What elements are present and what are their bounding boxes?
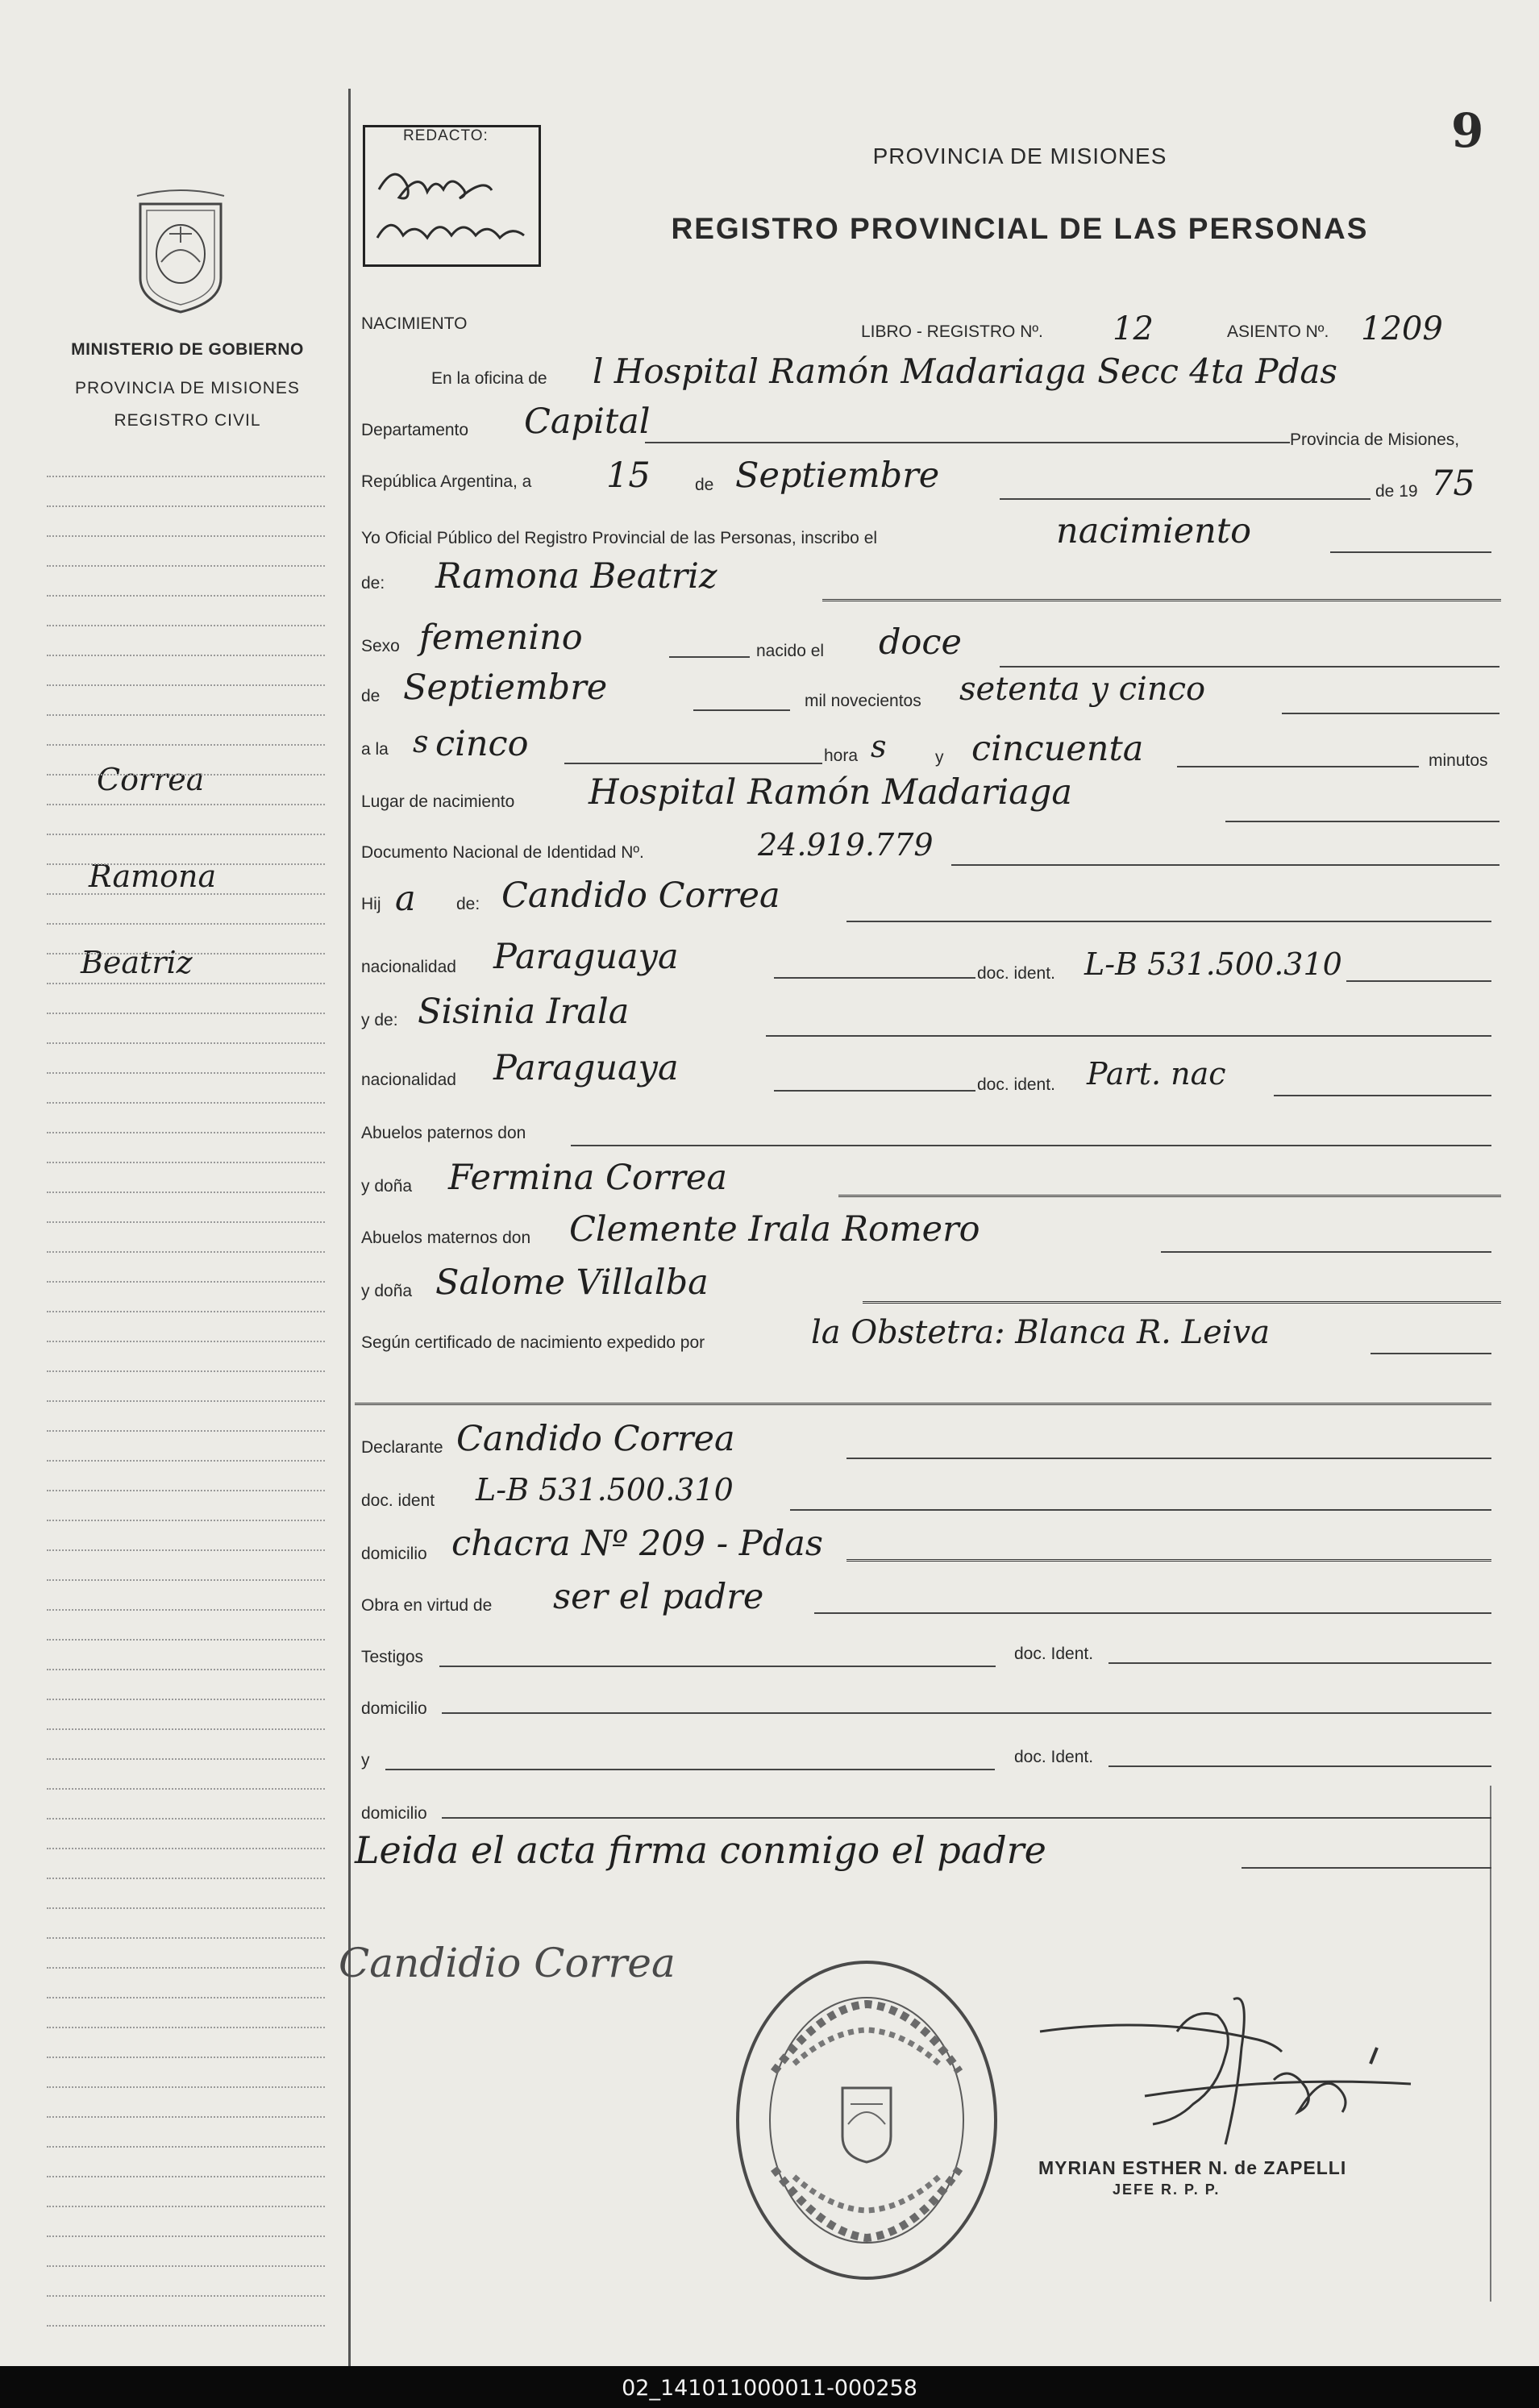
ydona1-label: y doña <box>361 1177 413 1196</box>
libro-value: 12 <box>1113 310 1154 347</box>
domicilio-label: domicilio <box>361 1545 427 1563</box>
y2-doc-label: doc. Ident. <box>1014 1748 1094 1766</box>
margin-rule <box>348 89 351 2378</box>
margin-dotted-line <box>47 1311 325 1312</box>
doc1-value: L-B 531.500.310 <box>1084 946 1342 982</box>
margin-dotted-line <box>47 2027 325 2028</box>
margin-dotted-line <box>47 1758 325 1760</box>
abpat-label: Abuelos paternos don <box>361 1124 526 1142</box>
margin-dotted-line <box>47 2265 325 2267</box>
cert-line-2 <box>355 1403 1491 1405</box>
abmat-value: Clemente Irala Romero <box>569 1209 980 1250</box>
obra-value: ser el padre <box>553 1577 764 1617</box>
yde-label: y de: <box>361 1011 398 1029</box>
margin-dotted-line <box>47 863 325 865</box>
y-label: y <box>935 748 944 767</box>
y2-label: y <box>361 1751 370 1770</box>
margin-dotted-line <box>47 774 325 776</box>
ydona1-value: Fermina Correa <box>448 1158 727 1198</box>
margin-dotted-line <box>47 1788 325 1790</box>
inscribo-value: nacimiento <box>1056 511 1252 551</box>
sexo-label: Sexo <box>361 637 400 655</box>
domicilio3-line <box>442 1817 1491 1819</box>
margin-dotted-line <box>47 804 325 805</box>
hour-line <box>564 763 822 764</box>
margin-dotted-line <box>47 953 325 954</box>
y2-doc-line <box>1108 1765 1491 1767</box>
ydona2-value: Salome Villalba <box>435 1262 709 1303</box>
ala-label: a la <box>361 740 389 759</box>
margin-dotted-line <box>47 1042 325 1044</box>
margin-dotted-line <box>47 655 325 656</box>
cert-label: Según certificado de nacimiento expedido por <box>361 1333 705 1352</box>
redacto-label: REDACTO: <box>403 127 489 144</box>
nac2-line <box>774 1090 975 1092</box>
nacido-line <box>1000 666 1499 668</box>
right-border-rule <box>1490 1786 1491 2302</box>
domicilio-line <box>846 1559 1491 1562</box>
year-words-line <box>1282 713 1499 714</box>
margin-dotted-line <box>47 684 325 686</box>
margin-dotted-line <box>47 595 325 597</box>
sexo-value: femenino <box>419 618 583 658</box>
ydona2-line <box>863 1301 1501 1304</box>
hij-suffix: a <box>395 879 416 919</box>
oficina-value: l Hospital Ramón Madariaga Secc 4ta Pdas <box>593 351 1337 391</box>
horas-label: hora <box>824 747 859 765</box>
inscribo-line <box>1330 551 1491 553</box>
closing-statement: Leida el acta firma conmigo el padre <box>355 1828 1046 1872</box>
day-value: 15 <box>606 455 651 496</box>
lugar-line <box>1225 821 1499 822</box>
margin-dotted-line <box>47 1639 325 1641</box>
month-line <box>1000 498 1371 500</box>
page-number: 9 <box>1451 103 1484 158</box>
docident-value: L-B 531.500.310 <box>476 1472 734 1508</box>
registry-stamp <box>726 1951 1008 2289</box>
minutes-value: cincuenta <box>971 729 1144 769</box>
name-value: Ramona Beatriz <box>435 556 718 597</box>
de-year-label: de 19 <box>1375 482 1418 501</box>
father-value: Candido Correa <box>501 875 780 916</box>
declarant-signature: Candidio Correa <box>339 1940 676 1986</box>
mother-line <box>766 1035 1491 1037</box>
left-office: REGISTRO CIVIL <box>114 411 261 430</box>
margin-dotted-line <box>47 1400 325 1402</box>
dni-label: Documento Nacional de Identidad Nº. <box>361 843 644 862</box>
margin-dotted-line <box>47 1221 325 1223</box>
docident-line <box>790 1509 1491 1511</box>
margin-surname: Correa <box>97 762 205 797</box>
official-title: JEFE R. P. P. <box>1113 2181 1221 2198</box>
abmat-line <box>1161 1251 1491 1253</box>
domicilio3-label: domicilio <box>361 1804 427 1823</box>
doc2-line <box>1274 1095 1491 1096</box>
footer-image-id: 02_141011000011-000258 <box>622 2376 917 2401</box>
docident-label: doc. ident <box>361 1491 435 1510</box>
nac2-label: nacionalidad <box>361 1071 456 1089</box>
cert-line <box>1371 1353 1491 1354</box>
margin-name-2: Beatriz <box>81 945 193 980</box>
nac1-value: Paraguaya <box>493 937 679 977</box>
sexo-line <box>669 656 750 658</box>
margin-dotted-line <box>47 1251 325 1253</box>
nac2-value: Paraguaya <box>493 1048 679 1088</box>
mother-value: Sisinia Irala <box>418 992 630 1032</box>
margin-dotted-line <box>47 1192 325 1193</box>
testigos-doc-label: doc. Ident. <box>1014 1645 1094 1663</box>
header-registry: REGISTRO PROVINCIAL DE LAS PERSONAS <box>671 212 1369 245</box>
margin-dotted-line <box>47 1699 325 1700</box>
obra-label: Obra en virtud de <box>361 1596 493 1615</box>
header-province: PROVINCIA DE MISIONES <box>872 143 1167 168</box>
margin-dotted-line <box>47 1490 325 1491</box>
father-line <box>846 921 1491 922</box>
margin-dotted-line <box>47 2116 325 2118</box>
lugar-label: Lugar de nacimiento <box>361 792 515 811</box>
de-label: de <box>695 476 714 494</box>
month2-value: Septiembre <box>403 668 608 708</box>
margin-dotted-line <box>47 2086 325 2088</box>
nac1-label: nacionalidad <box>361 958 456 976</box>
dni-line <box>951 864 1499 866</box>
margin-dotted-line <box>47 834 325 835</box>
nac1-line <box>774 977 975 979</box>
closing-line <box>1242 1867 1491 1869</box>
margin-dotted-line <box>47 714 325 716</box>
ydona2-label: y doña <box>361 1282 413 1300</box>
year-words-value: setenta y cinco <box>959 671 1206 708</box>
declarante-label: Declarante <box>361 1438 443 1457</box>
provincia-label: Provincia de Misiones, <box>1290 430 1460 449</box>
nacido-label: nacido el <box>756 642 825 660</box>
margin-dotted-line <box>47 1430 325 1432</box>
oficial-label: Yo Oficial Público del Registro Provincial de las Personas, inscribo el <box>361 529 878 547</box>
month2-line <box>693 709 790 711</box>
declarante-value: Candido Correa <box>456 1419 735 1459</box>
margin-dotted-line <box>47 476 325 477</box>
libro-label: LIBRO - REGISTRO Nº. <box>861 322 1043 341</box>
margin-dotted-line <box>47 1878 325 1879</box>
margin-dotted-line <box>47 1997 325 1998</box>
testigos-doc-line <box>1108 1662 1491 1664</box>
margin-dotted-line <box>47 1162 325 1163</box>
margin-dotted-line <box>47 744 325 746</box>
lugar-value: Hospital Ramón Madariaga <box>589 772 1073 813</box>
record-type: NACIMIENTO <box>361 314 468 333</box>
provincial-seal-icon <box>129 189 232 314</box>
margin-dotted-line <box>47 1132 325 1133</box>
cert-value: la Obstetra: Blanca R. Leiva <box>811 1314 1271 1351</box>
margin-dotted-line <box>47 1370 325 1372</box>
redacto-signature <box>371 145 532 258</box>
margin-dotted-line <box>47 625 325 626</box>
oficina-label: En la oficina de <box>431 369 547 388</box>
minutes-line <box>1177 766 1419 767</box>
margin-dotted-line <box>47 1728 325 1730</box>
nacido-value: doce <box>879 622 962 663</box>
margin-dotted-line <box>47 565 325 567</box>
margin-dotted-line <box>47 2235 325 2237</box>
domicilio-value: chacra Nº 209 - Pdas <box>451 1524 823 1564</box>
ydona1-line <box>838 1195 1501 1197</box>
margin-dotted-line <box>47 1102 325 1104</box>
doc2-value: Part. nac <box>1087 1056 1226 1092</box>
doc2-label: doc. ident. <box>977 1075 1055 1094</box>
margin-dotted-line <box>47 1549 325 1551</box>
ministry-title: MINISTERIO DE GOBIERNO <box>71 340 304 359</box>
departamento-value: Capital <box>524 401 651 442</box>
asiento-label: ASIENTO Nº. <box>1227 322 1329 341</box>
margin-dotted-line <box>47 1848 325 1849</box>
declarante-line <box>846 1458 1491 1459</box>
ala-suffix: s <box>413 724 429 759</box>
margin-dotted-line <box>47 505 325 507</box>
doc1-label: doc. ident. <box>977 964 1055 983</box>
testigos-label: Testigos <box>361 1648 424 1666</box>
margin-dotted-line <box>47 1579 325 1581</box>
margin-dotted-line <box>47 535 325 537</box>
margin-dotted-line <box>47 1341 325 1342</box>
month-value: Septiembre <box>735 455 940 496</box>
republica-label: República Argentina, a <box>361 472 532 491</box>
doc1-line <box>1346 980 1491 982</box>
de-nombre-label: de: <box>361 574 385 593</box>
departamento-line <box>645 442 1290 443</box>
margin-dotted-line <box>47 1907 325 1909</box>
y2-line <box>385 1769 995 1770</box>
margin-dotted-line <box>47 2176 325 2177</box>
margin-dotted-line <box>47 1669 325 1670</box>
testigos-line <box>439 1666 996 1667</box>
margin-dotted-line <box>47 1818 325 1820</box>
hij-label: Hij <box>361 895 381 913</box>
margin-dotted-line <box>47 1520 325 1521</box>
abpat-line <box>571 1145 1491 1146</box>
margin-dotted-line <box>47 923 325 925</box>
margin-dotted-line <box>47 1609 325 1611</box>
de2-label: de <box>361 687 381 705</box>
margin-dotted-line <box>47 1967 325 1969</box>
mil-label: mil novecientos <box>805 692 921 710</box>
margin-name-1: Ramona <box>89 859 217 894</box>
margin-dotted-line <box>47 1937 325 1939</box>
abmat-label: Abuelos maternos don <box>361 1229 531 1247</box>
hij-de-label: de: <box>456 895 480 913</box>
horas-suffix: s <box>871 729 887 764</box>
margin-dotted-line <box>47 2057 325 2058</box>
hour-value: cinco <box>435 724 529 764</box>
dni-value: 24.919.779 <box>758 827 934 863</box>
year-value: 75 <box>1431 464 1475 504</box>
margin-dotted-line <box>47 1072 325 1074</box>
name-line <box>822 599 1501 601</box>
minutos-label: minutos <box>1429 751 1488 770</box>
margin-dotted-line <box>47 2206 325 2207</box>
margin-dotted-line <box>47 893 325 895</box>
margin-dotted-line <box>47 983 325 984</box>
domicilio2-label: domicilio <box>361 1699 427 1718</box>
left-province: PROVINCIA DE MISIONES <box>75 379 300 397</box>
margin-dotted-line <box>47 2325 325 2327</box>
asiento-value: 1209 <box>1361 310 1443 347</box>
domicilio2-line <box>442 1712 1491 1714</box>
obra-line <box>814 1612 1491 1614</box>
official-name: MYRIAN ESTHER N. de ZAPELLI <box>1038 2157 1347 2178</box>
margin-dotted-line <box>47 2295 325 2297</box>
margin-dotted-line <box>47 1460 325 1462</box>
margin-dotted-line <box>47 1013 325 1014</box>
margin-dotted-line <box>47 1281 325 1283</box>
departamento-label: Departamento <box>361 421 469 439</box>
margin-dotted-line <box>47 2146 325 2148</box>
